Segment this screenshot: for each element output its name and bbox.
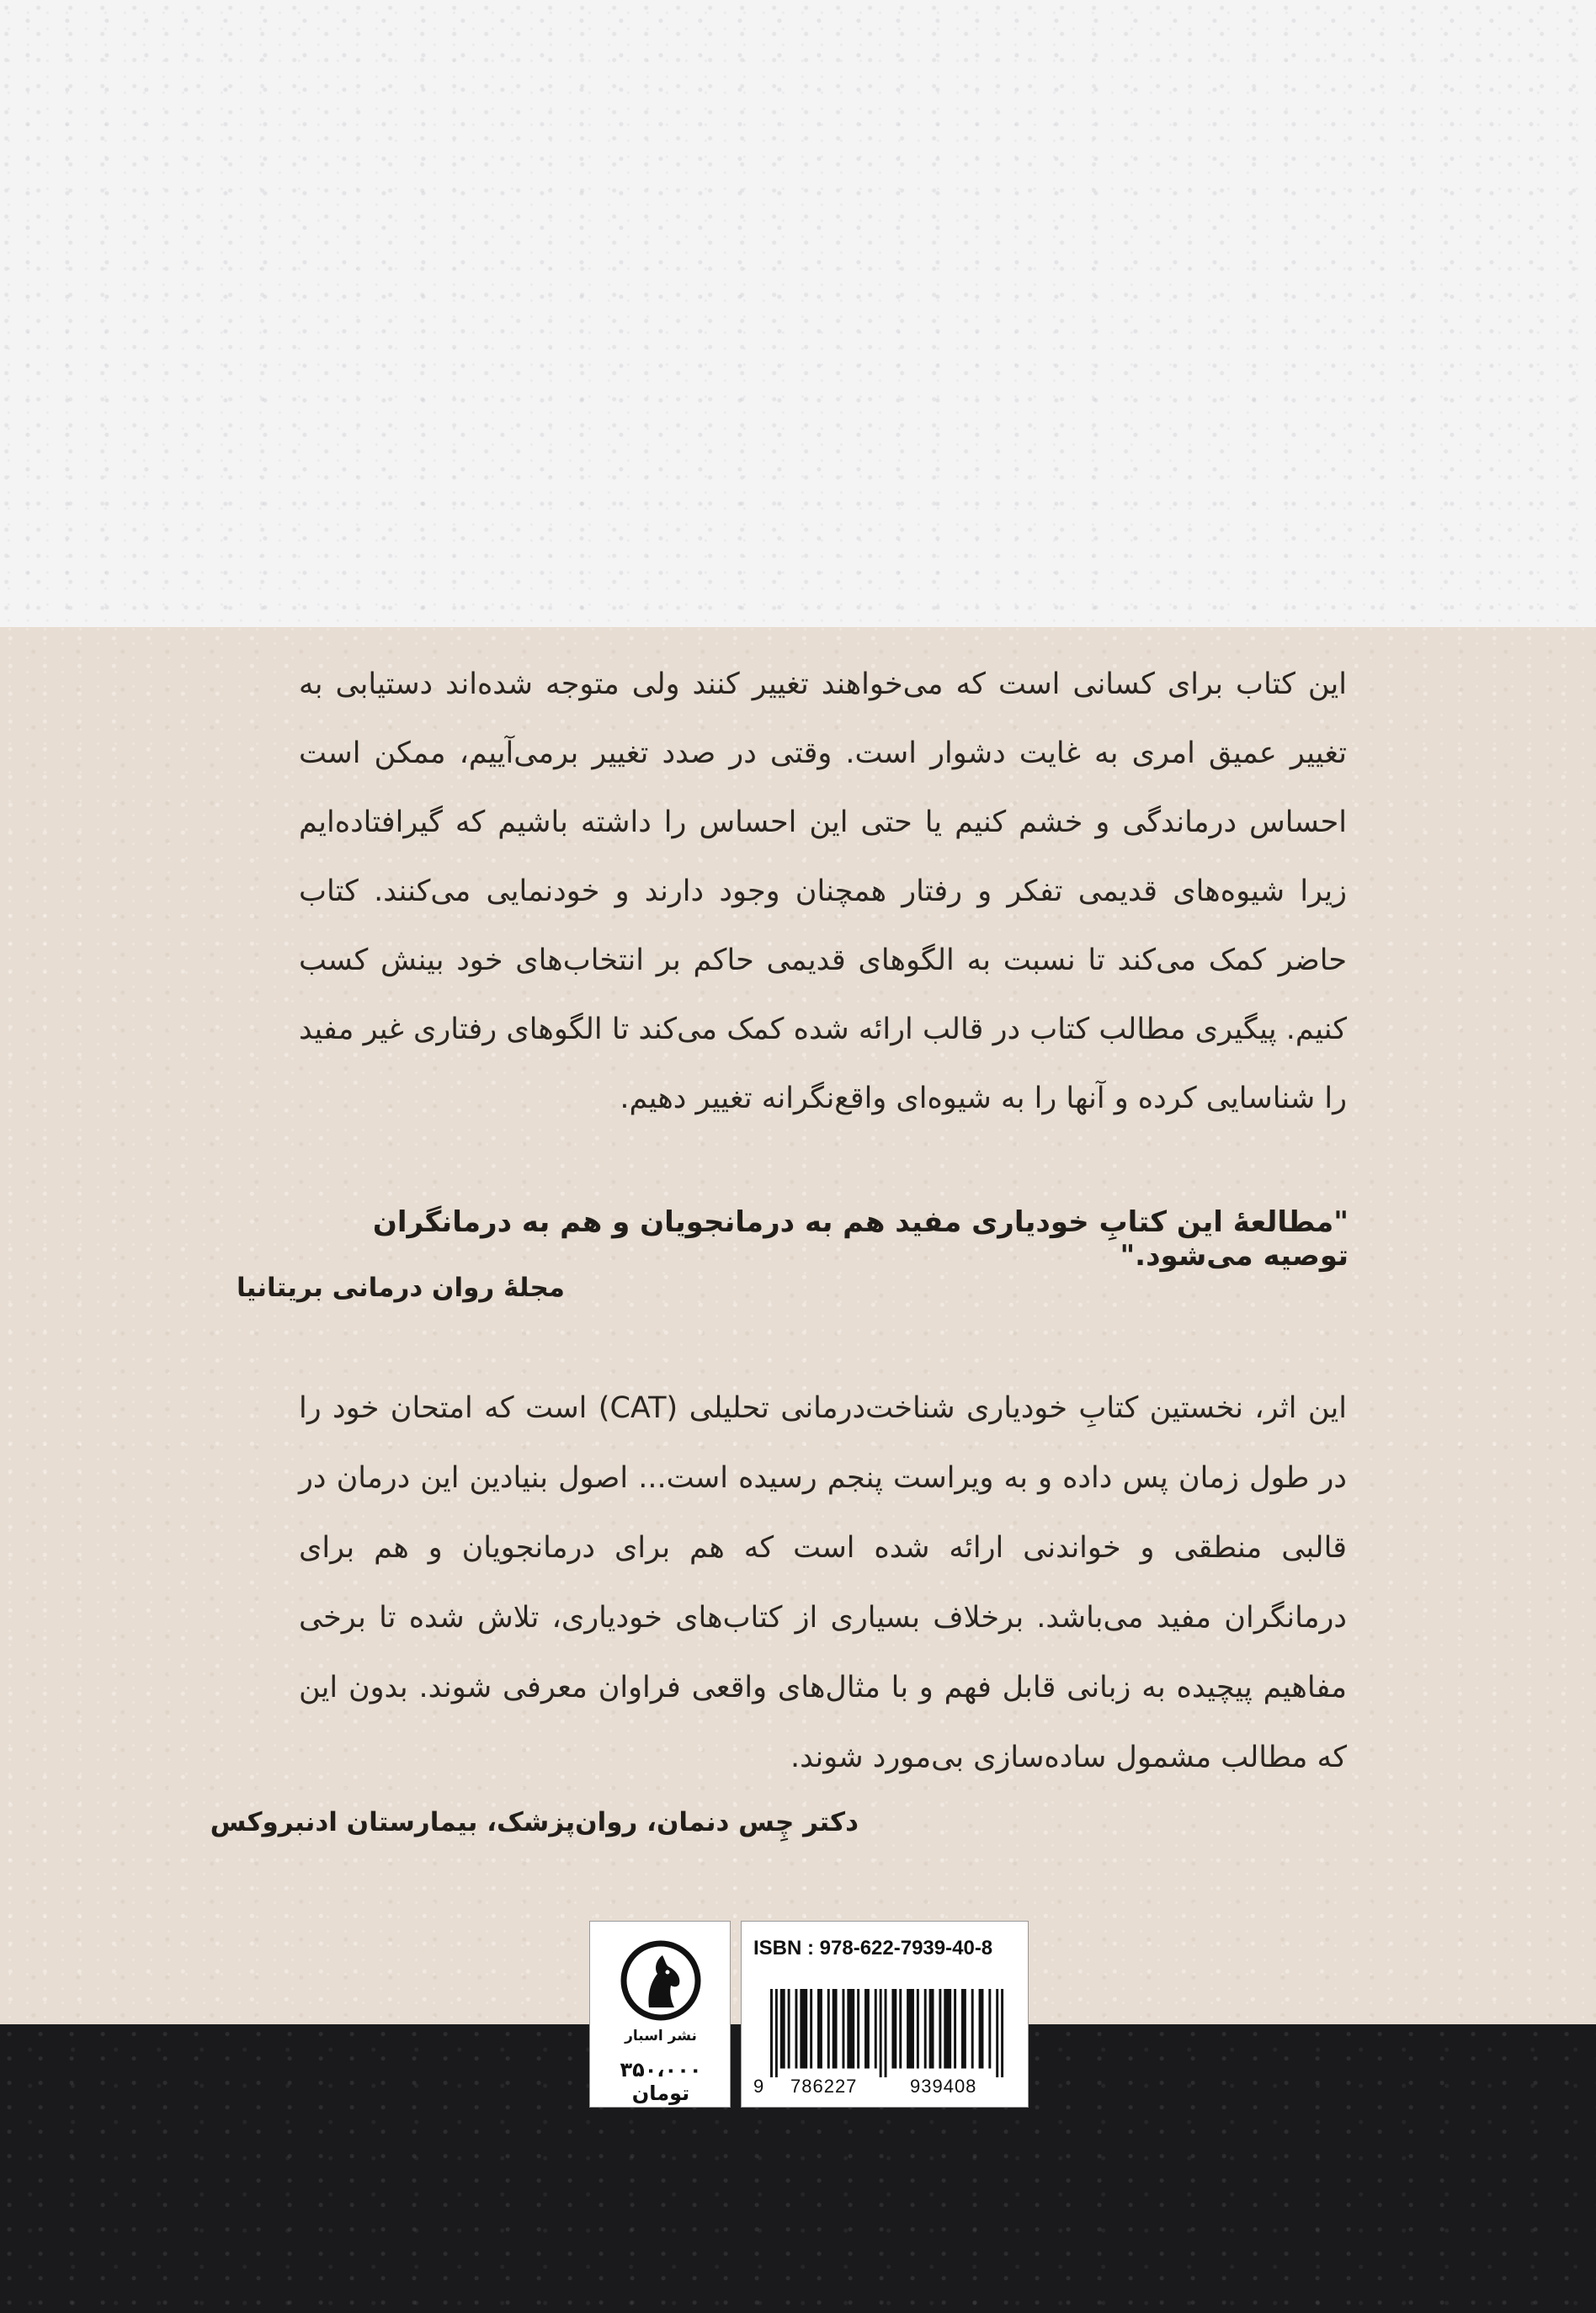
isbn-label: ISBN : 978-622-7939-40-8 [753, 1937, 993, 1959]
isbn-box [741, 1921, 1029, 2108]
review-quote: "مطالعهٔ این کتابِ خودیاری مفید هم به درمانجویان و هم به درمانگران توصیه می‌شود." [372, 1205, 1349, 1273]
barcode-left-digits: 786227 [790, 2076, 858, 2097]
publisher-box [589, 1921, 731, 2108]
publisher-name: نشر اسبار [625, 2028, 697, 2044]
horse-head-logo-icon [619, 1938, 703, 2023]
cover-top-white-band [0, 0, 1596, 627]
price-label: ۳۵۰،۰۰۰ تومان [620, 2058, 702, 2105]
barcode-first-digit: 9 [753, 2076, 765, 2097]
barcode-icon [770, 1989, 1006, 2077]
endorsement-author: دکتر چِس دنمان، روان‌پزشک، بیمارستان ادنبروکس [210, 1807, 859, 1837]
description-paragraph-1: این کتاب برای کسانی است که می‌خواهند تغییر کنند ولی متوجه شده‌اند دستیابی به تغییر عمیق امری به غایت دشوار است. وقتی در صدد تغییر برمی‌آییم، ممکن است احساس درماندگی و خشم کنیم یا حتی این احساس را داشته باشیم که گیرافتاده‌ایم زیرا شیوه‌های قدیمی تفکر و رفتار همچنان وجود دارند و خودنمایی می‌کنند. کتاب حاضر کمک می‌کند تا نسبت به الگوهای قدیمی حاکم بر انتخاب‌های خود بینش کسب کنیم. پیگیری مطالب کتاب در قالب ارائه شده کمک می‌کند تا الگوهای رفتاری غیر مفید را شناسایی کرده و آنها را به شیوه‌ای واقع‌نگرانه تغییر دهیم. [299, 667, 1347, 1115]
description-paragraph-2: این اثر، نخستین کتابِ خودیاری شناخت‌درمانی تحلیلی (CAT) است که امتحان خود را در طول زمان پس داده و به ویراست پنجم رسیده است... اصول بنیادین این درمان در قالبی منطقی و خواندنی ارائه شده است که هم برای درمانجویان و هم برای درمانگران مفید می‌باشد. برخلاف بسیاری از کتاب‌های خودیاری، تلاش شده تا برخی مفاهیم پیچیده به زبانی قابل فهم و با مثال‌های واقعی فراوان معرفی شوند. بدون این که مطالب مشمول ساده‌سازی بی‌مورد شوند. [299, 1391, 1347, 1774]
barcode-right-digits: 939408 [910, 2076, 977, 2097]
review-source: مجلهٔ روان درمانی بریتانیا [237, 1273, 565, 1303]
